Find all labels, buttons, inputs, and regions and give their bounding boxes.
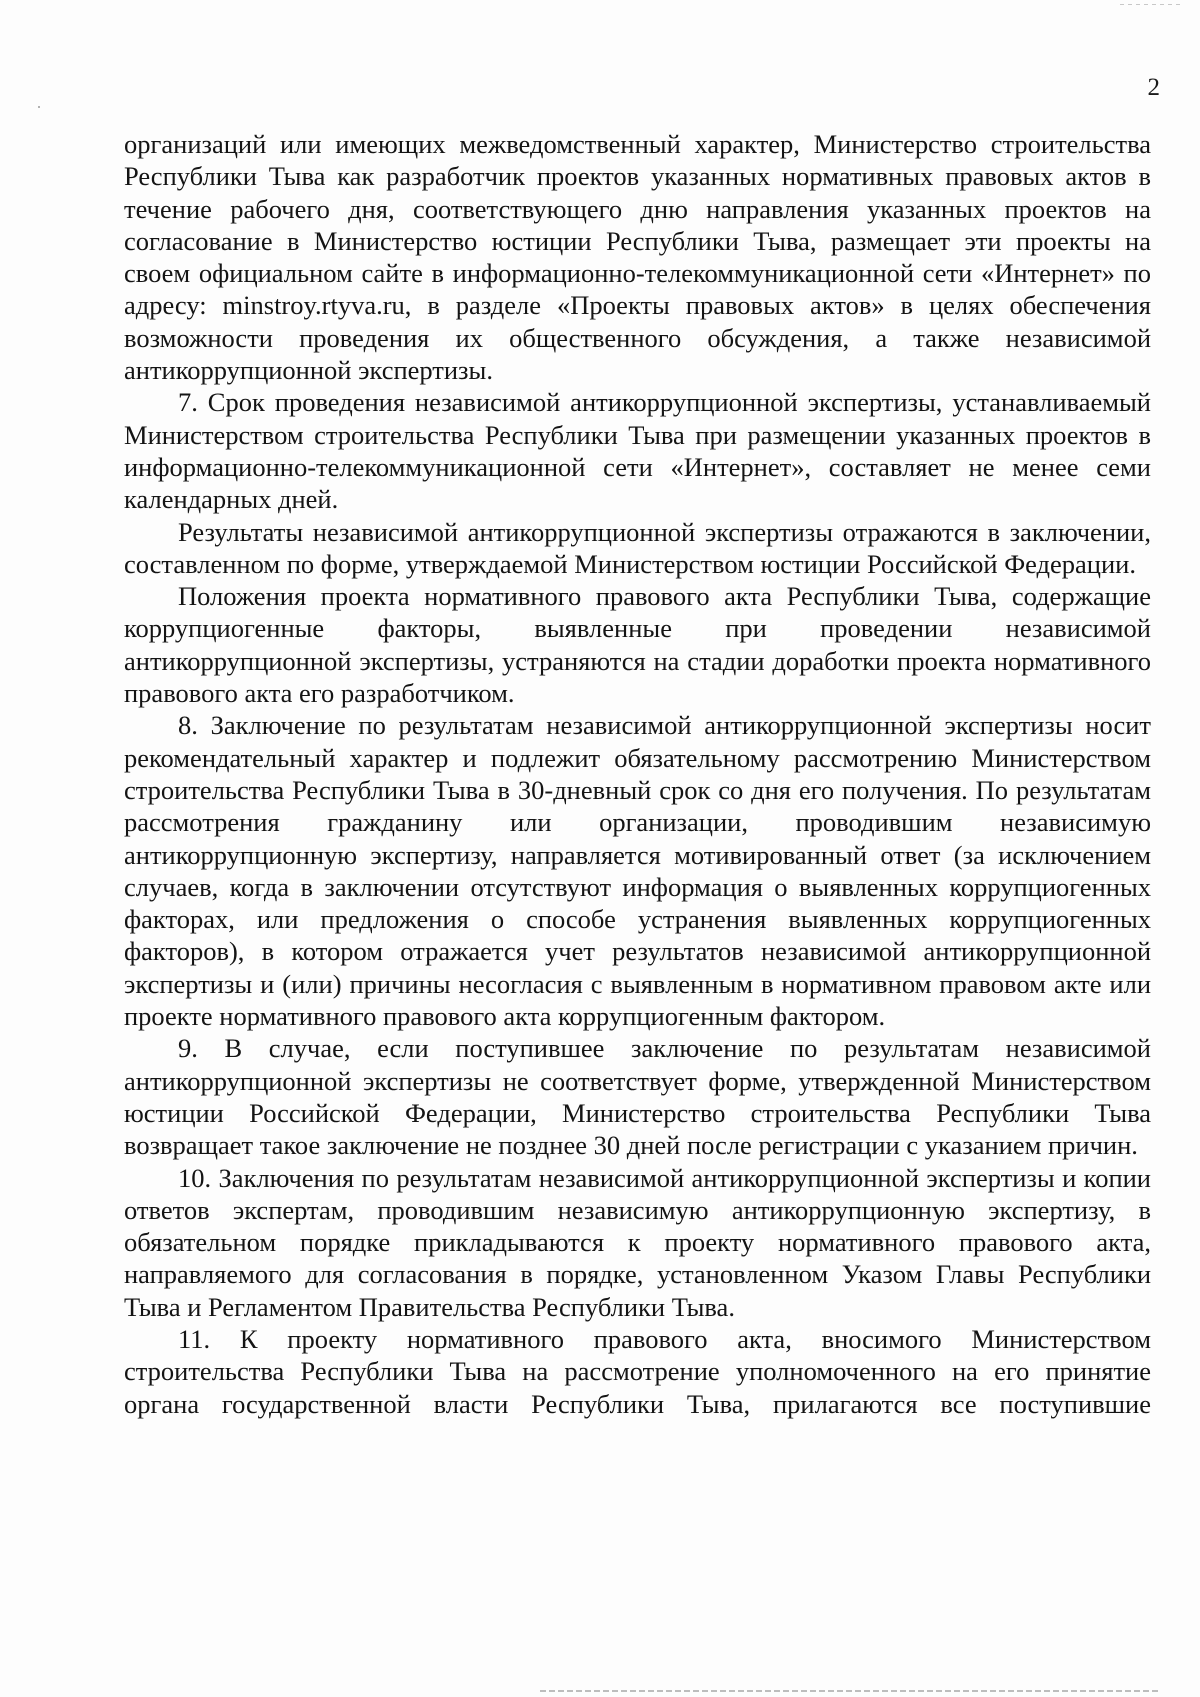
scan-speck [38,106,40,108]
paragraph-item-8: 8. Заключение по результатам независимой антикоррупционной экспертизы носит рекомендательный характер и подлежит обязательному рассмотрению Министерством строительства Республики Тыва в 30-дневный срок со дня его получения. По результатам рассмотрения гражданину или организации, проводившим независимую антикоррупционную экспертизу, направляется мотивированный ответ (за исключением случаев, когда в заключении отсутствуют информация о выявленных коррупциогенных факторах, или предложения о способе устранения выявленных коррупциогенных факторов), в котором отражается учет результатов независимой антикоррупционной экспертизы и (или) причины несогласия с выявленным в нормативном правовом акте или проекте нормативного правового акта коррупциогенным фактором. [124,710,1151,1032]
scan-edge-line [540,1690,1160,1692]
scan-artifact [1120,4,1180,5]
paragraph-continuation: организаций или имеющих межведомственный характер, Министерство строительства Республики Тыва как разработчик проектов указанных нормативных правовых актов в течение рабочего дня, соответствующего дню направления указанных проектов на согласование в Министерство юстиции Республики Тыва, размещает эти проекты на своем официальном сайте в информационно-телекоммуникационной сети «Интернет» по адресу: minstroy.rtyva.ru, в разделе «Проекты правовых актов» в целях обеспечения возможности проведения их общественного обсуждения, а также независимой антикоррупционной экспертизы. [124,129,1151,386]
paragraph-provisions: Положения проекта нормативного правового акта Республики Тыва, содержащие коррупциогенные факторы, выявленные при проведении независимой антикоррупционной экспертизы, устраняются на стадии доработки проекта нормативного правового акта его разработчиком. [124,581,1151,709]
paragraph-item-9: 9. В случае, если поступившее заключение по результатам независимой антикоррупционной экспертизы не соответствует форме, утвержденной Министерством юстиции Российской Федерации, Министерство строительства Республики Тыва возвращает такое заключение не позднее 30 дней после регистрации с указанием причин. [124,1033,1151,1161]
paragraph-item-7: 7. Срок проведения независимой антикоррупционной экспертизы, устанавливаемый Министерством строительства Республики Тыва при размещении указанных проектов в информационно-телекоммуникационной сети «Интернет», составляет не менее семи календарных дней. [124,387,1151,515]
document-body [124,128,1151,1420]
paragraph-results: Результаты независимой антикоррупционной экспертизы отражаются в заключении, составленном по форме, утверждаемой Министерством юстиции Российской Федерации. [124,516,1151,579]
paragraph-item-11: 11. К проекту нормативного правового акта, вносимого Министерством строительства Республики Тыва на рассмотрение уполномоченного на его принятие органа государственной власти Республики Тыва, прилагаются все поступившие [124,1323,1151,1419]
page-number: 2 [1147,74,1160,101]
paragraph-item-10: 10. Заключения по результатам независимой антикоррупционной экспертизы и копии ответов экспертам, проводившим независимую антикоррупционную экспертизу, в обязательном порядке прикладываются к проекту нормативного правового акта, направляемого для согласования в порядке, установленном Указом Главы Республики Тыва и Регламентом Правительства Республики Тыва. [124,1162,1151,1322]
